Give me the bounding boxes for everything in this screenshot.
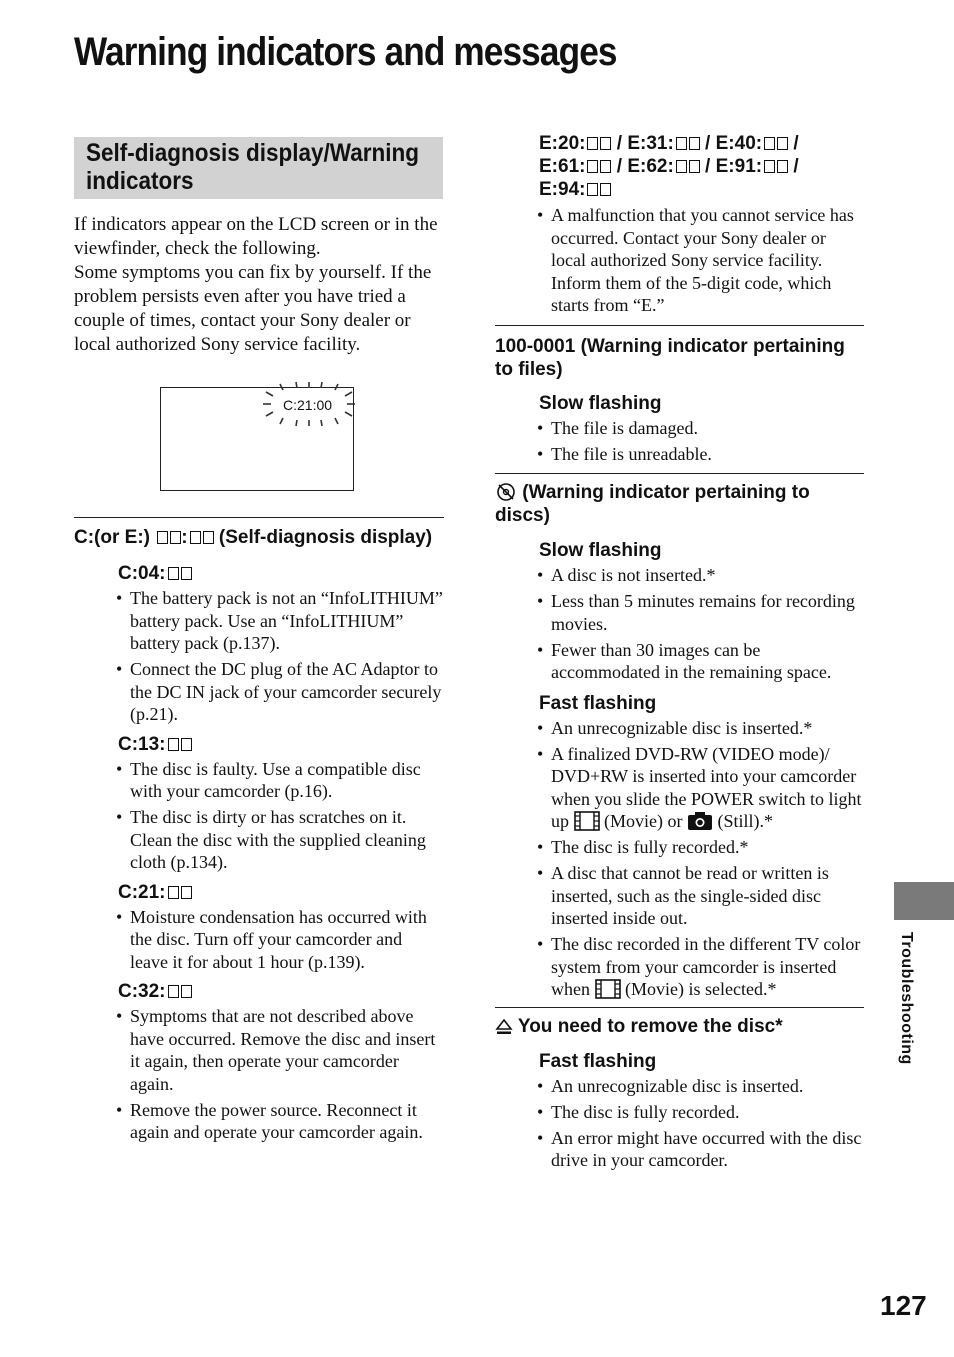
list-item: • Connect the DC plug of the AC Adaptor to the DC IN jack of your camcorder securely (p.21). xyxy=(130,658,444,726)
list-item: • Fewer than 30 images can be accommodated in the remaining space. xyxy=(551,639,864,684)
list-item: • The disc is faulty. Use a compatible disc with your camcorder (p.16). xyxy=(130,758,444,803)
lcd-screen-illustration xyxy=(160,387,354,491)
discs-heading: (Warning indicator pertaining to discs) xyxy=(495,482,810,526)
page-title: Warning indicators and messages xyxy=(74,30,617,74)
list-item: • An unrecognizable disc is inserted.* xyxy=(551,717,864,740)
list-item: • The disc is fully recorded. xyxy=(551,1101,864,1124)
list-item: • Symptoms that are not described above have occurred. Remove the disc and insert it again, then operate your camcorder again. xyxy=(130,1005,444,1095)
code-c13: C:13: xyxy=(118,733,444,756)
list-item: • The disc recorded in the different TV color system from your camcorder is inserted when (Movie) is selected.* xyxy=(551,933,864,1001)
code-c21: C:21: xyxy=(118,881,444,904)
left-column xyxy=(74,213,444,1147)
right-column xyxy=(495,130,864,1175)
list-item: • The file is damaged. xyxy=(551,417,864,440)
section-heading-box xyxy=(74,137,443,199)
list-item: • A disc that cannot be read or written is inserted, such as the single-sided disc inserted inside out. xyxy=(551,862,864,930)
divider xyxy=(74,517,444,518)
discs-slow-heading: Slow flashing xyxy=(539,540,662,561)
discs-fast-list xyxy=(495,717,864,1001)
list-item: • An unrecognizable disc is inserted. xyxy=(551,1075,864,1098)
list-item: • The disc is dirty or has scratches on it. Clean the disc with the supplied cleaning cloth (p.134). xyxy=(130,806,444,874)
side-label: Troubleshooting xyxy=(898,932,915,1065)
c13-list xyxy=(74,758,444,874)
list-item: • Moisture condensation has occurred with the disc. Turn off your camcorder and leave it for about 1 hour (p.139). xyxy=(130,906,444,974)
remove-heading: You need to remove the disc* xyxy=(495,1015,864,1038)
still-camera-icon xyxy=(687,811,713,831)
c04-list xyxy=(74,587,444,726)
eject-icon xyxy=(495,1018,513,1036)
files-list xyxy=(495,417,864,466)
files-heading: 100-0001 (Warning indicator pertaining to files) xyxy=(495,335,845,380)
e-codes-list xyxy=(495,204,864,317)
lcd-code: C:21:00 xyxy=(283,397,333,413)
list-item: • A finalized DVD-RW (VIDEO mode)/ DVD+RW is inserted into your camcorder when you slide the POWER switch to light up (Movie) or (Still).* xyxy=(551,743,864,833)
self-diag-heading: C:(or E:) : (Self-diagnosis display) xyxy=(74,527,433,548)
list-item: • A disc is not inserted.* xyxy=(551,564,864,587)
discs-fast-heading: Fast flashing xyxy=(539,692,657,714)
e-codes-heading: E:20: / E:31: / E:40: / E:61: / E:62: / E:91: / E:94: xyxy=(539,133,799,200)
list-item: • The disc is fully recorded.* xyxy=(551,836,864,859)
list-item: • The battery pack is not an “InfoLITHIUM” battery pack. Use an “InfoLITHIUM” battery pack (p.137). xyxy=(130,587,444,655)
list-item: • An error might have occurred with the disc drive in your camcorder. xyxy=(551,1127,864,1172)
intro-text-2: Some symptoms you can fix by yourself. If the problem persists even after you have tried a couple of times, contact your Sony dealer or local authorized Sony service facility. xyxy=(74,262,432,355)
list-item: • A malfunction that you cannot service has occurred. Contact your Sony dealer or local authorized Sony service facility. Inform them of the 5-digit code, which starts from “E.” xyxy=(551,204,864,317)
remove-fast-heading: Fast flashing xyxy=(539,1050,657,1072)
remove-list xyxy=(495,1075,864,1172)
disc-warning-icon xyxy=(495,482,517,502)
code-c32: C:32: xyxy=(118,980,444,1003)
page-number: 127 xyxy=(880,1290,927,1321)
movie-icon xyxy=(595,979,621,999)
files-slow-heading: Slow flashing xyxy=(539,392,662,414)
divider xyxy=(495,325,864,326)
c21-list xyxy=(74,906,444,974)
c32-list xyxy=(74,1005,444,1144)
movie-icon xyxy=(574,811,600,831)
list-item: • Less than 5 minutes remains for recording movies. xyxy=(551,590,864,635)
discs-slow-list xyxy=(495,564,864,684)
list-item: • Remove the power source. Reconnect it again and operate your camcorder again. xyxy=(130,1099,444,1144)
code-c04: C:04: xyxy=(118,562,444,585)
intro-text: If indicators appear on the LCD screen or in the viewfinder, check the following. xyxy=(74,214,438,259)
section-heading: Self-diagnosis display/Warning indicators xyxy=(86,139,419,195)
section-tab xyxy=(894,882,954,920)
divider xyxy=(495,1007,864,1008)
divider xyxy=(495,473,864,474)
list-item: • The file is unreadable. xyxy=(551,443,864,466)
